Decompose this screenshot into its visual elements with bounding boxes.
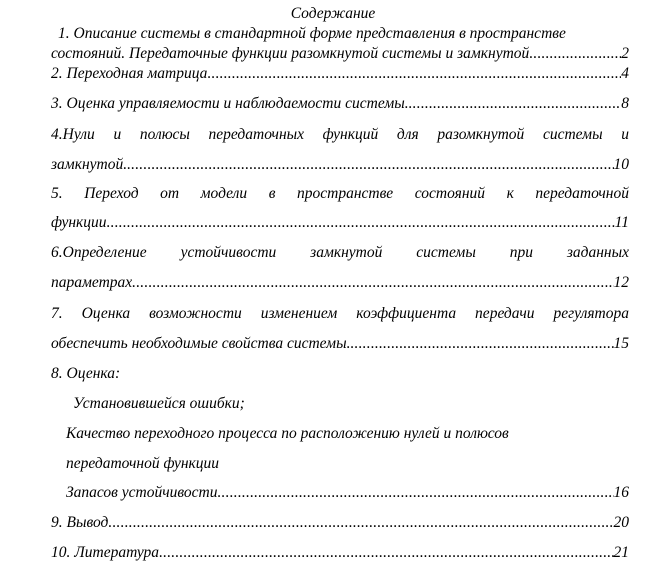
toc-entry-3-page: 8: [621, 95, 629, 112]
dot-leader: [350, 334, 613, 354]
toc-entry-5-text: функции: [51, 214, 107, 231]
toc-entry-2-text: 2. Переходная матрица: [51, 65, 208, 82]
toc-entry-8-heading: 8. Оценка:: [51, 365, 121, 382]
dot-leader: [132, 273, 613, 293]
toc-entry-6-text: параметрах: [51, 274, 133, 291]
toc-entry-9-text: 9. Вывод: [51, 514, 109, 531]
toc-entry-4-line1: 4.Нули и полюсы передаточных функций для разомкнутой системы и: [51, 126, 629, 143]
toc-entry-1-line1: 1. Описание системы в стандартной форме представления в пространстве: [58, 25, 566, 42]
toc-entry-9: [51, 513, 629, 533]
toc-entry-3-text: 3. Оценка управляемости и наблюдаемости системы.: [51, 95, 409, 112]
toc-entry-5-line2: [51, 213, 629, 233]
dot-leader: [127, 155, 613, 175]
toc-entry-7-text: обеспечить необходимые свойства системы.: [51, 335, 351, 352]
toc-entry-5-page: 11: [614, 214, 629, 231]
toc-entry-1-text: состояний. Передаточные функции разомкнутой системы и замкнутой: [51, 45, 530, 62]
toc-entry-4-page: 10: [613, 156, 629, 173]
dot-leader: [529, 44, 621, 64]
toc-title: Содержание: [290, 5, 376, 22]
toc-entry-4-text: замкнутой.: [51, 156, 128, 173]
dot-leader: [159, 543, 613, 563]
toc-entry-8-sub3: [66, 483, 629, 503]
dot-leader: [217, 483, 613, 503]
dot-leader: [409, 94, 622, 114]
toc-entry-10: [51, 543, 629, 563]
toc-entry-2: [51, 64, 629, 84]
toc-entry-6-line1: 6.Определение устойчивости замкнутой системы при заданных: [51, 244, 629, 261]
toc-entry-4-line2: [51, 155, 629, 175]
toc-entry-8-page: 16: [613, 484, 629, 501]
toc-entry-10-text: 10. Литература: [51, 544, 160, 561]
toc-entry-1-page: 2: [621, 45, 629, 62]
toc-entry-1-line2: [51, 44, 629, 64]
toc-entry-2-page: 4: [621, 65, 629, 82]
toc-entry-8-sub3-text: Запасов устойчивости: [66, 484, 218, 501]
dot-leader: [108, 513, 613, 533]
toc-entry-3: [51, 94, 629, 114]
toc-entry-6-line2: [51, 273, 629, 293]
toc-entry-8-sub2-line2: передаточной функции: [66, 455, 220, 472]
dot-leader: [107, 213, 615, 233]
dot-leader: [207, 64, 621, 84]
toc-entry-7-line2: [51, 334, 629, 354]
toc-entry-6-page: 12: [613, 274, 629, 291]
toc-entry-8-sub1: Установившейся ошибки;: [73, 395, 245, 412]
toc-entry-9-page: 20: [613, 514, 629, 531]
toc-entry-10-page: 21: [613, 544, 629, 561]
toc-entry-5-line1: 5. Переход от модели в пространстве состояний к передаточной: [51, 185, 629, 202]
toc-entry-7-page: 15: [613, 335, 629, 352]
toc-entry-8-sub2-line1: Качество переходного процесса по расположению нулей и полюсов: [66, 425, 509, 442]
toc-entry-7-line1: 7. Оценка возможности изменением коэффициента передачи регулятора: [51, 305, 629, 322]
